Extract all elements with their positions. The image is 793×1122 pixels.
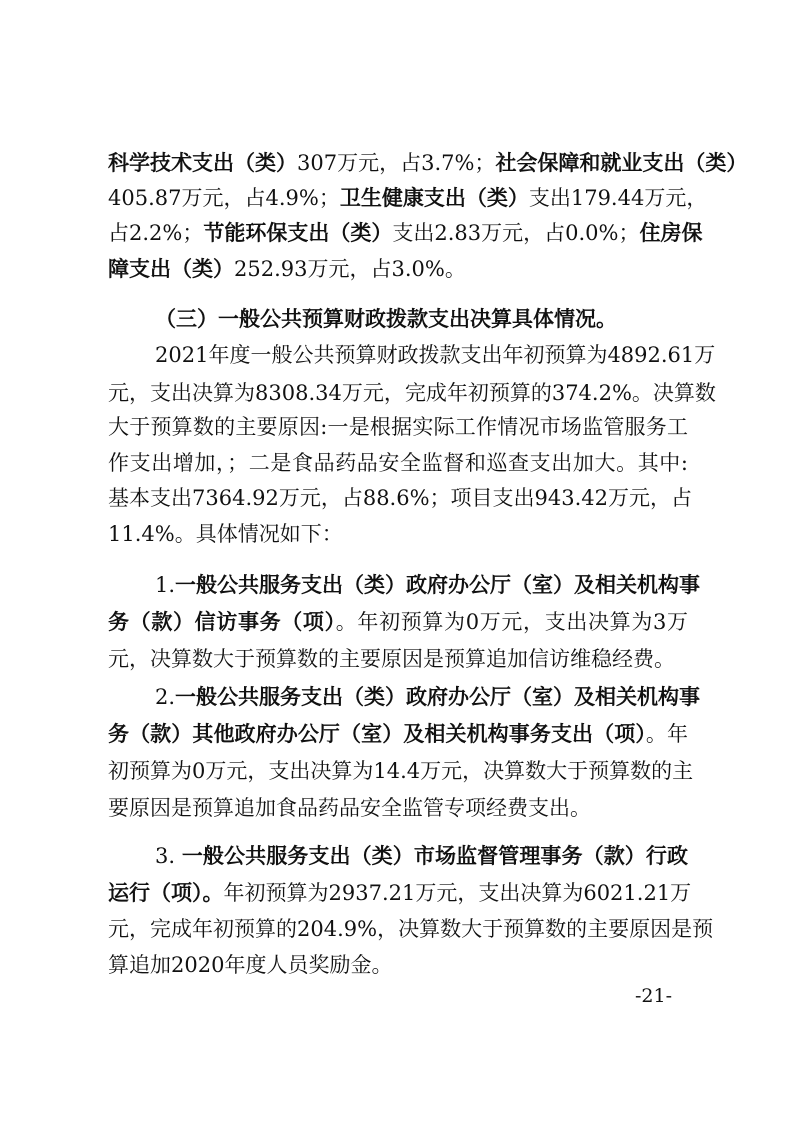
text-line bbox=[108, 716, 688, 752]
bold-text: 一般公共服务支出（类）市场监督管理事务（款）行政 bbox=[181, 844, 688, 868]
text-span: 初预算为0万元，支出决算为14.4万元，决算数大于预算数的主 bbox=[108, 759, 694, 783]
text-line bbox=[108, 445, 688, 481]
text-line bbox=[108, 604, 688, 640]
text-span: 大于预算数的主要原因:一是根据实际工作情况市场监管服务工 bbox=[108, 415, 688, 439]
bold-text: 务（款）其他政府办公厅（室）及相关机构事务支出（项） bbox=[108, 722, 646, 746]
text-line bbox=[108, 516, 688, 552]
text-span: 支出179.44万元， bbox=[528, 186, 708, 210]
text-span: 307万元，占3.7%； bbox=[297, 151, 496, 175]
bold-text: （三）一般公共预算财政拨款支出决算具体情况。 bbox=[155, 307, 617, 331]
text-line bbox=[108, 947, 688, 983]
text-span: 要原因是预算追加食品药品安全监管专项经费支出。 bbox=[108, 796, 591, 820]
text-line bbox=[108, 641, 688, 677]
text-span: 2021年度一般公共预算财政拨款支出年初预算为4892.61万 bbox=[155, 343, 716, 367]
text-span: 支出2.83万元，占0.0%； bbox=[392, 221, 640, 245]
text-span: 405.87万元，占4.9%； bbox=[108, 186, 340, 210]
text-line bbox=[155, 679, 701, 715]
text-span: 。年初预算为0万元，支出决算为3万 bbox=[335, 610, 688, 634]
text-span: 元，支出决算为8308.34万元，完成年初预算的374.2%。决算数 bbox=[108, 381, 716, 405]
bold-text: 一般公共服务支出（类）政府办公厅（室）及相关机构事 bbox=[175, 685, 701, 709]
text-span: 1. bbox=[155, 573, 176, 597]
text-line bbox=[108, 911, 714, 947]
text-span: 元，决算数大于预算数的主要原因是预算追加信访维稳经费。 bbox=[108, 647, 675, 671]
text-line bbox=[108, 180, 708, 216]
text-span: 作支出增加，；二是食品药品安全监督和巡查支出加大。其中: bbox=[108, 451, 688, 475]
text-span: 算追加2020年度人员奖励金。 bbox=[108, 953, 393, 977]
bold-text: 卫生健康支出（类） bbox=[339, 186, 529, 210]
text-span: 元，完成年初预算的204.9%，决算数大于预算数的主要原因是预 bbox=[108, 917, 714, 941]
text-span: 基本支出7364.92万元，占88.6%；项目支出943.42万元，占 bbox=[108, 486, 693, 510]
text-span: 3. bbox=[155, 844, 182, 868]
text-span: 2. bbox=[155, 685, 176, 709]
text-line bbox=[155, 301, 688, 337]
text-span: 252.93万元，占3.0%。 bbox=[234, 257, 466, 281]
text-line bbox=[155, 567, 701, 603]
text-line bbox=[155, 337, 716, 373]
text-line bbox=[108, 875, 692, 911]
bold-text: 社会保障和就业支出（类） bbox=[495, 151, 748, 175]
text-line bbox=[108, 215, 703, 251]
bold-text: 务（款）信访事务（项） bbox=[108, 610, 336, 634]
bold-text: 障支出（类） bbox=[108, 257, 234, 281]
text-span: 占2.2%； bbox=[108, 221, 204, 245]
text-line bbox=[108, 753, 694, 789]
text-line bbox=[155, 838, 688, 874]
text-line bbox=[108, 409, 688, 445]
text-span: 11.4%。具体情况如下： bbox=[108, 522, 343, 546]
bold-text: 科学技术支出（类） bbox=[108, 151, 297, 175]
bold-text: 一般公共服务支出（类）政府办公厅（室）及相关机构事 bbox=[175, 573, 701, 597]
text-line bbox=[108, 790, 688, 826]
text-line bbox=[108, 375, 716, 411]
bold-text: 运行（项）。 bbox=[108, 881, 224, 905]
text-span: 年初预算为2937.21万元，支出决算为6021.21万 bbox=[223, 881, 692, 905]
text-span: 。年 bbox=[645, 722, 688, 746]
text-line bbox=[108, 251, 688, 287]
text-line bbox=[108, 480, 693, 516]
page-number: -21- bbox=[635, 985, 673, 1007]
text-line bbox=[108, 145, 748, 181]
bold-text: 住房保 bbox=[639, 221, 703, 245]
bold-text: 节能环保支出（类） bbox=[203, 221, 393, 245]
